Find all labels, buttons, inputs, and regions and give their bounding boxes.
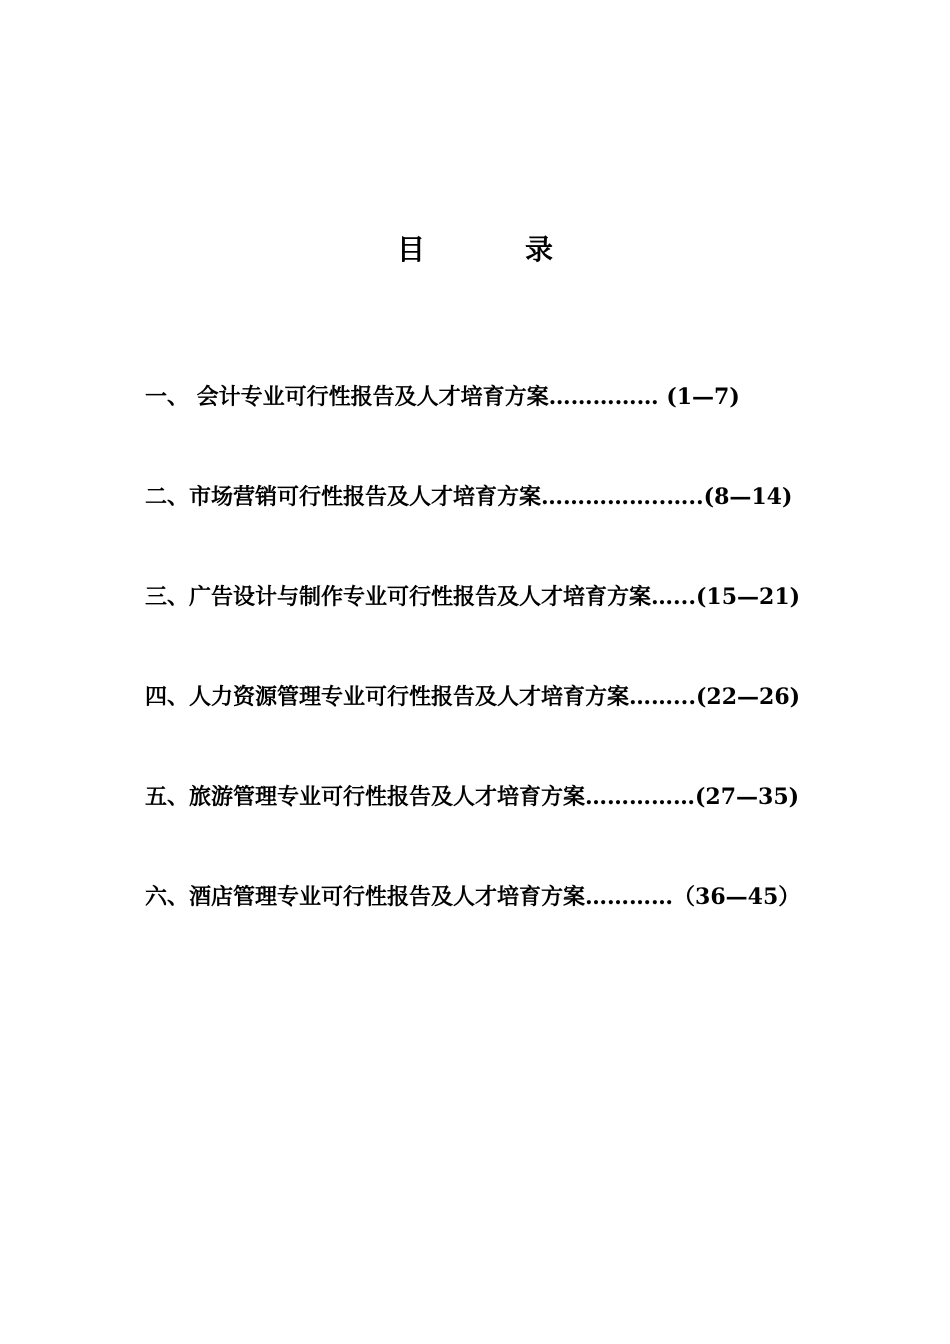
toc-entry-text: 酒店管理专业可行性报告及人才培育方案…………（36—45） — [189, 884, 801, 910]
toc-entry-1 — [145, 372, 805, 422]
toc-entry-4 — [145, 672, 805, 722]
toc-entry-2 — [145, 472, 805, 522]
toc-entry-number: 一、 — [145, 384, 190, 410]
toc-entry-number: 四、 — [145, 684, 190, 710]
toc-entry-6 — [145, 872, 805, 922]
toc-entry-5 — [145, 772, 805, 822]
toc-entry-number: 五、 — [145, 784, 190, 810]
toc-entry-number: 二、 — [145, 484, 190, 510]
toc-entry-3 — [145, 572, 805, 622]
toc-title: 目 录 — [396, 233, 589, 266]
toc-entry-number: 六、 — [145, 884, 190, 910]
toc-entry-text: 人力资源管理专业可行性报告及人才培育方案……...(22—26) — [189, 684, 801, 710]
toc-entry-number: 三、 — [145, 584, 190, 610]
toc-entry-text: 会计专业可行性报告及人才培育方案…………… (1—7) — [189, 384, 740, 410]
toc-entry-text: 旅游管理专业可行性报告及人才培育方案……………(27—35) — [189, 784, 800, 810]
toc-list — [145, 372, 805, 972]
toc-entry-text: 市场营销可行性报告及人才培育方案……………..…..(8—14) — [189, 484, 793, 510]
toc-entry-text: 广告设计与制作专业可行性报告及人才培育方案…...(15—21) — [189, 584, 801, 610]
